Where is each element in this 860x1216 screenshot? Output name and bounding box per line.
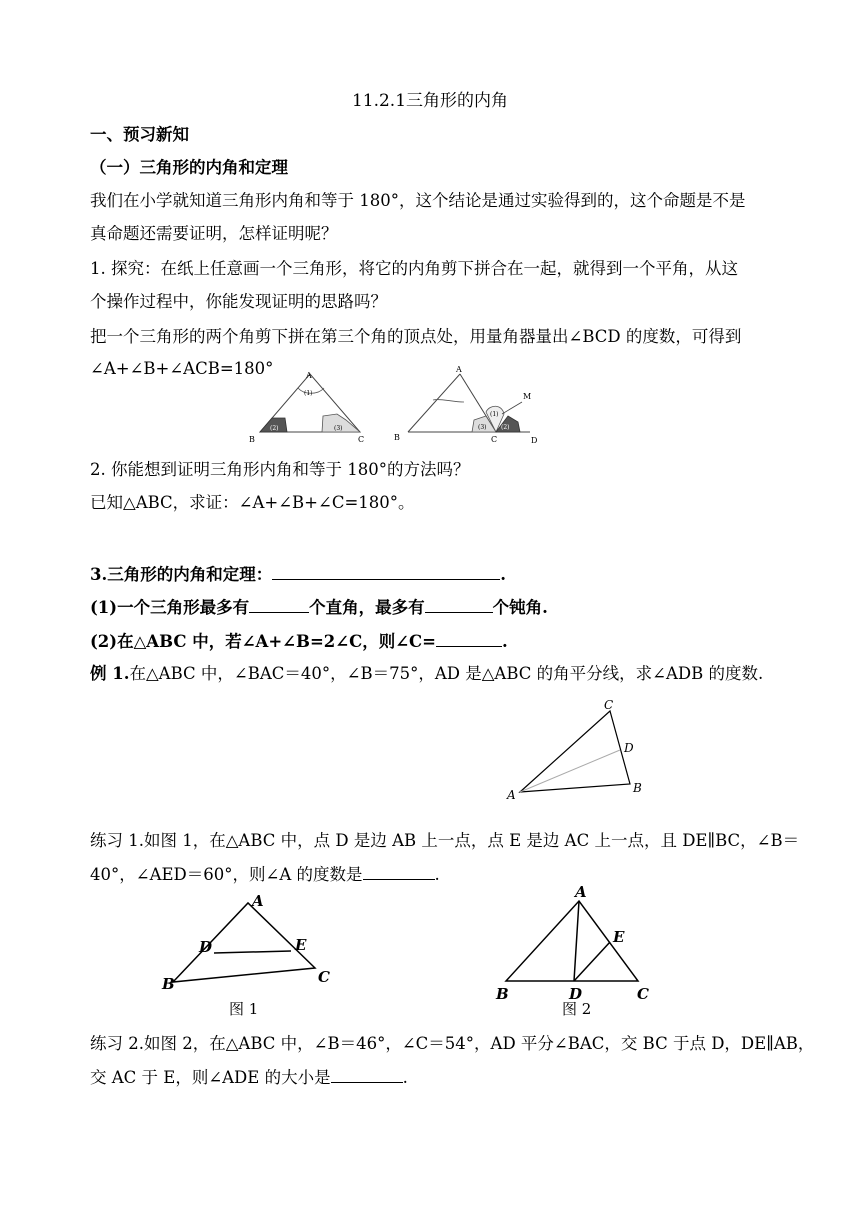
angle-cut-figure (240, 362, 550, 448)
practice-1-line-1: 练习 1.如图 1，在△ABC 中，点 D 是边 AB 上一点，点 E 是边 AC 上一点，且 DE∥BC，∠B＝ (90, 831, 800, 850)
cut-left-angle-1: (1) (304, 390, 313, 397)
practice-2-line-1: 练习 2.如图 2，在△ABC 中，∠B＝46°，∠C＝54°，AD 平分∠BAC，交 BC 于点 D，DE∥AB， (90, 1034, 815, 1053)
q2-post: . (501, 632, 508, 651)
q2-angle-c-blank[interactable] (436, 630, 502, 647)
fig1-caption: 图 1 (229, 1000, 259, 1018)
q1-post: 个钝角. (492, 598, 548, 617)
cut-right-angle-1: (1) (490, 411, 499, 418)
question-1 (90, 596, 548, 619)
practice-2-end: . (402, 1068, 408, 1087)
fig2-caption: 图 2 (562, 1000, 592, 1018)
figure-1 (155, 890, 345, 1020)
item3-label: 3.三角形的内角和定理： (90, 565, 273, 584)
example-1-text: 在△ABC 中，∠BAC＝40°，∠B＝75°，AD 是△ABC 的角平分线，求∠ADB 的度数. (129, 664, 764, 683)
ex1-label-d: D (624, 741, 634, 755)
item2-line-1: 2. 你能想到证明三角形内角和等于 180°的方法吗？ (90, 460, 470, 479)
cut-right-label-b: B (394, 433, 400, 442)
cut-right-label-c: C (491, 435, 498, 444)
q1-obtuse-angle-blank[interactable] (425, 596, 493, 613)
practice-2-text: 交 AC 于 E，则∠ADE 的大小是 (90, 1068, 331, 1087)
question-2 (90, 630, 508, 653)
practice-1-text: 40°，∠AED＝60°，则∠A 的度数是 (90, 865, 363, 884)
q2-pre: (2)在△ABC 中，若∠A+∠B=2∠C，则∠C= (90, 632, 436, 651)
practice-1-answer-blank[interactable] (363, 863, 435, 880)
section-heading-preview: 一、预习新知 (90, 125, 189, 144)
item1-line-2: 个操作过程中，你能发现证明的思路吗？ (90, 292, 387, 311)
fig1-label-c: C (318, 968, 330, 986)
fig1-label-d: D (199, 938, 213, 956)
cut-right-angle-2: (2) (501, 424, 510, 431)
example-1 (90, 663, 763, 685)
fig2-label-d: D (569, 985, 583, 1003)
cut-left-label-a: A (306, 371, 312, 380)
cut-left-label-b: B (249, 435, 255, 444)
item3-theorem-prompt (90, 563, 506, 586)
cut-figure-left-triangle (249, 371, 364, 444)
practice-1-end: . (434, 865, 440, 884)
example-1-label: 例 1. (90, 664, 130, 683)
item1-line-1: 1. 探究：在纸上任意画一个三角形，将它的内角剪下拼合在一起，就得到一个平角，从这 (90, 259, 738, 278)
example-1-figure (500, 698, 650, 806)
item1-line-3: 把一个三角形的两个角剪下拼在第三个角的顶点处，用量角器量出∠BCD 的度数，可得到 (90, 327, 742, 346)
item2-line-2: 已知△ABC，求证：∠A+∠B+∠C=180°。 (90, 493, 415, 512)
ex1-label-c: C (604, 698, 614, 712)
intro-line-2: 真命题还需要证明，怎样证明呢？ (90, 224, 338, 243)
item3-end: . (500, 565, 506, 584)
page-title: 11.2.1三角形的内角 (351, 91, 509, 111)
cut-left-angle-2: (2) (270, 425, 279, 432)
theorem-answer-blank[interactable] (272, 563, 500, 580)
practice-2-line-2 (90, 1066, 408, 1089)
fig2-label-a: A (575, 883, 587, 901)
fig1-label-e: E (295, 936, 307, 954)
fig2-label-b: B (496, 985, 509, 1003)
q1-mid: 个直角，最多有 (309, 598, 425, 617)
fig2-label-c: C (637, 985, 649, 1003)
q1-pre: (1)一个三角形最多有 (90, 598, 250, 617)
intro-line-1: 我们在小学就知道三角形内角和等于 180°，这个结论是通过实验得到的，这个命题是不是 (90, 191, 746, 210)
item1-line-4: ∠A+∠B+∠ACB=180° (90, 359, 274, 378)
cut-left-label-c: C (358, 435, 365, 444)
cut-left-angle-3: (3) (334, 425, 343, 432)
fig1-label-b: B (162, 975, 175, 993)
ex1-label-b: B (633, 781, 642, 795)
cut-figure-right-triangle (394, 365, 537, 445)
cut-right-label-a: A (456, 365, 462, 374)
cut-right-label-m: M (523, 392, 532, 401)
ex1-label-a: A (507, 788, 516, 802)
practice-1-line-2 (90, 863, 440, 886)
q1-right-angle-blank[interactable] (249, 596, 309, 613)
fig2-label-e: E (613, 928, 625, 946)
figure-2 (490, 880, 665, 1020)
practice-2-answer-blank[interactable] (331, 1066, 403, 1083)
fig1-label-a: A (252, 892, 264, 910)
cut-right-label-d: D (531, 436, 538, 445)
cut-right-angle-3: (3) (478, 424, 487, 431)
subsection-heading-angle-sum: （一）三角形的内角和定理 (90, 158, 288, 177)
